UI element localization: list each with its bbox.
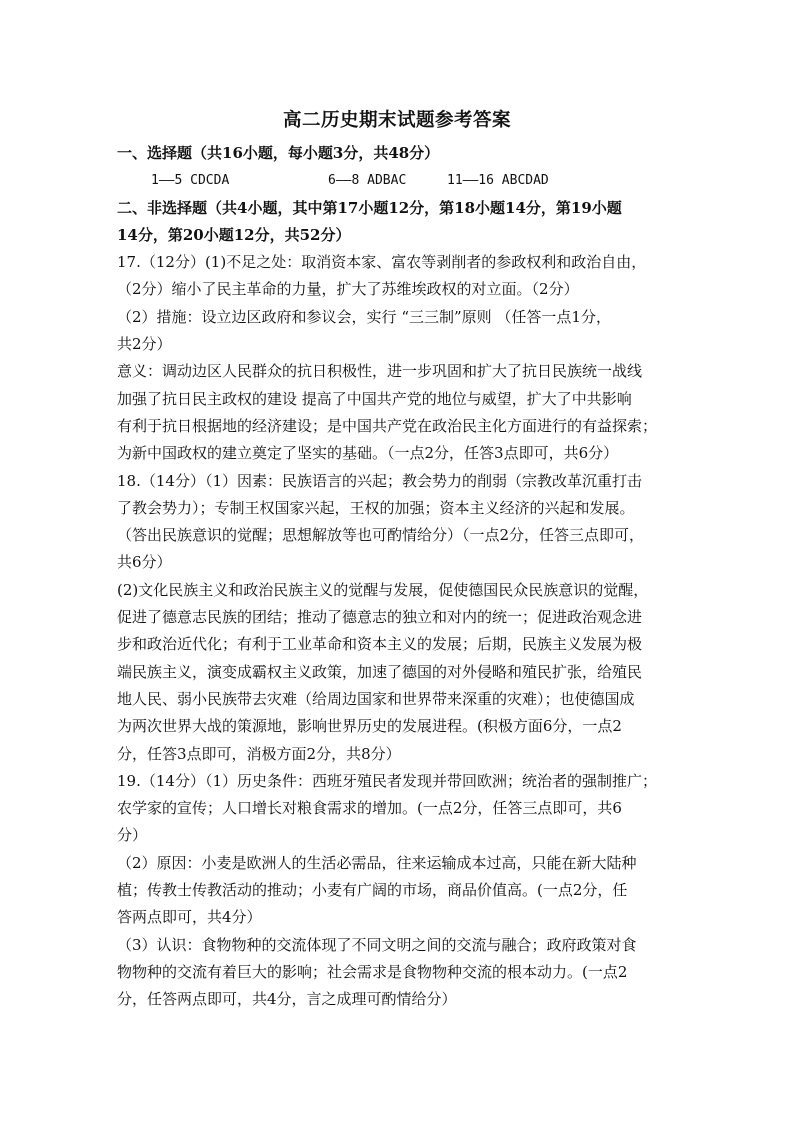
q18-line: 为两次世界大战的策源地，影响世界历史的发展进程。(积极方面6分，一点2 <box>117 717 622 736</box>
q17-line: （2）措施：设立边区政府和参议会，实行 “三三制”原则 （任答一点1分， <box>117 307 611 326</box>
choice-answer-group-3: 11——16 ABCDAD <box>447 173 549 189</box>
q18-line: 地人民、弱小民族带去灾难（给周边国家和世界带来深重的灾难）；也使德国成 <box>117 689 635 708</box>
q19-line: 分，任答两点即可，共4分，言之成理可酌情给分） <box>117 990 457 1009</box>
q17-line: 有利于抗日根据地的经济建设；是中国共产党在政治民主化方面进行的有益探索； <box>117 416 658 435</box>
section1-heading: 一、选择题（共16小题，每小题3分，共48分） <box>117 144 440 162</box>
q19-line: （3）认识：食物物种的交流体现了不同文明之间的交流与融合；政府政策对食 <box>117 935 637 954</box>
question-18-answer <box>117 468 695 768</box>
question-17-answer <box>117 249 695 467</box>
q17-line: 意义：调动边区人民群众的抗日积极性，进一步巩固和扩大了抗日民族统一战线 <box>117 362 643 381</box>
q19-line: 19.（14分）（1）历史条件：西班牙殖民者发现并带回欧洲；统治者的强制推广； <box>117 771 657 790</box>
section2-heading-line: 二、非选择题（共4小题，其中第17小题12分，第18小题14分，第19小题 <box>117 198 622 217</box>
q19-line: 农学家的宣传；人口增长对粮食需求的增加。(一点2分，任答三点即可，共6 <box>117 799 622 818</box>
q17-line: 17.（12分）(1)不足之处：取消资本家、富农等剥削者的参政权利和政治自由， <box>117 253 647 272</box>
q19-line: 植；传教士传教活动的推动；小麦有广阔的市场，商品价值高。(一点2分，任 <box>117 881 628 900</box>
q18-line: 步和政治近代化；有利于工业革命和资本主义的发展；后期，民族主义发展为极 <box>117 635 643 654</box>
q17-line: 共2分） <box>117 335 172 354</box>
q17-line: 加强了抗日民主政权的建设 提高了中国共产党的地位与威望，扩大了中共影响 <box>117 389 632 408</box>
q18-line: 端民族主义，演变成霸权主义政策，加速了德国的对外侵略和殖民扩张，给殖民 <box>117 662 643 681</box>
q18-line: 分，任答3点即可，消极方面2分，共8分） <box>117 744 401 763</box>
q18-line: 18.（14分）（1）因素：民族语言的兴起；教会势力的削弱（宗教改革沉重打击 <box>117 471 642 490</box>
q18-line: 促进了德意志民族的团结；推动了德意志的独立和对内的统一；促进政治观念进 <box>117 608 643 627</box>
q17-line: 为新中国政权的建立奠定了坚实的基础。（一点2分，任答3点即可，共6分） <box>117 444 619 463</box>
q18-line: (2)文化民族主义和政治民族主义的觉醒与发展，促使德国民众民族意识的觉醒， <box>117 580 649 599</box>
q18-line: 了教会势力）；专制王权国家兴起，王权的加强；资本主义经济的兴起和发展。 <box>117 498 635 517</box>
q19-line: 答两点即可，共4分） <box>117 908 262 927</box>
q19-line: 分） <box>117 826 148 845</box>
q18-line: （答出民族意识的觉醒；思想解放等也可酌情给分）（一点2分，任答三点即可， <box>117 526 645 545</box>
question-19-answer <box>117 768 695 1014</box>
section2-heading-line: 14分，第20小题12分，共52分） <box>117 225 351 244</box>
q19-line: （2）原因：小麦是欧洲人的生活必需品，往来运输成本过高，只能在新大陆种 <box>117 853 637 872</box>
answer-content <box>117 140 695 1014</box>
choice-answer-group-2: 6——8 ADBAC <box>328 173 407 189</box>
page-title: 高二历史期末试题参考答案 <box>282 110 511 131</box>
choice-answers-row <box>117 167 695 194</box>
q18-line: 共6分） <box>117 553 172 572</box>
choice-answer-group-1: 1——5 CDCDA <box>151 173 230 189</box>
q17-line: （2分）缩小了民主革命的力量，扩大了苏维埃政权的对立面。（2分） <box>117 280 579 299</box>
q19-line: 物物种的交流有着巨大的影响；社会需求是食物物种交流的根本动力。(一点2 <box>117 962 628 981</box>
